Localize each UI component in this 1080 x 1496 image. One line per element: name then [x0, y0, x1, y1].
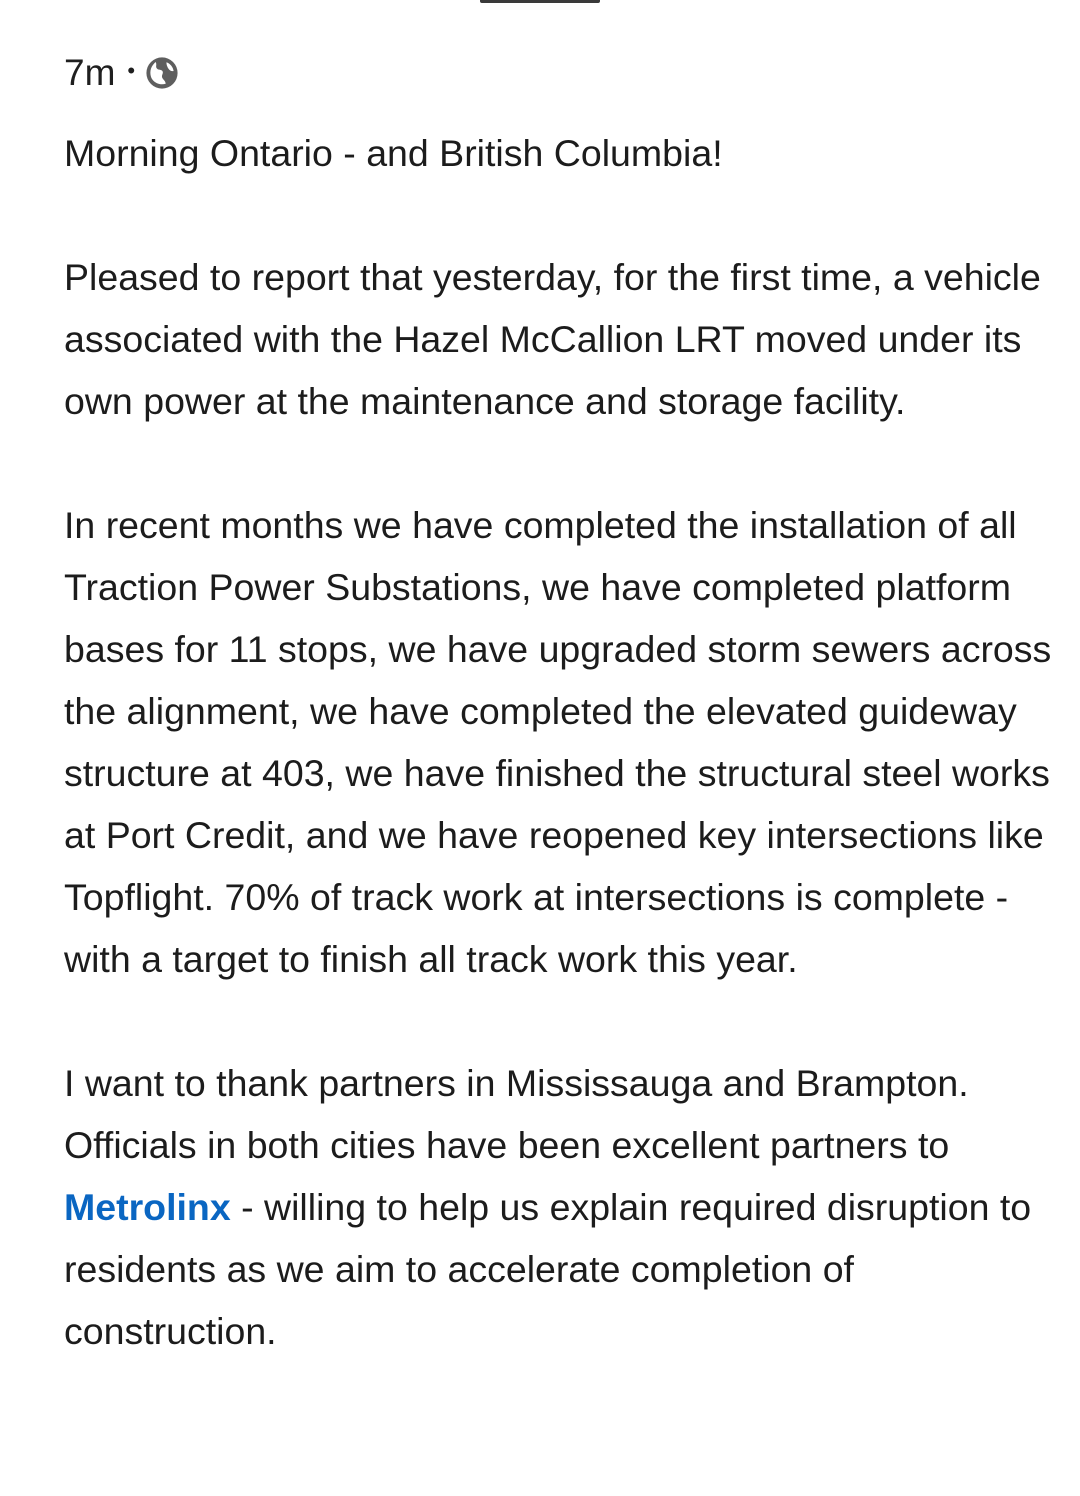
paragraph-text: - willing to help us explain required disruption to residents as we aim to accelerate completion of construction. [64, 1186, 1032, 1352]
post-paragraph: Morning Ontario - and British Columbia! [64, 132, 723, 174]
post-paragraph [64, 1052, 1054, 1362]
post-time: 7m [64, 52, 116, 93]
post-paragraph: Pleased to report that yesterday, for the first time, a vehicle associated with the Hazel McCallion LRT moved under its own power at the maintenance and storage facility. [64, 256, 1041, 422]
mention-link-metrolinx[interactable]: Metrolinx [64, 1186, 231, 1228]
sheet-drag-handle[interactable] [480, 0, 600, 3]
paragraph-text: I want to thank partners in Mississauga and Brampton. Officials in both cities have been excellent partners to [64, 1062, 969, 1166]
post-meta [64, 50, 179, 96]
globe-icon [145, 56, 179, 90]
meta-separator: • [127, 58, 136, 83]
post-body [64, 122, 1054, 1362]
post-paragraph: In recent months we have completed the installation of all Traction Power Substations, we have completed platform bases for 11 stops, we have upgraded storm sewers across the alignment, we have completed the elevated guideway structure at 403, we have finished the structural steel works at Port Credit, and we have reopened key intersections like Topflight. 70% of track work at intersections is complete - with a target to finish all track work this year. [64, 504, 1052, 980]
